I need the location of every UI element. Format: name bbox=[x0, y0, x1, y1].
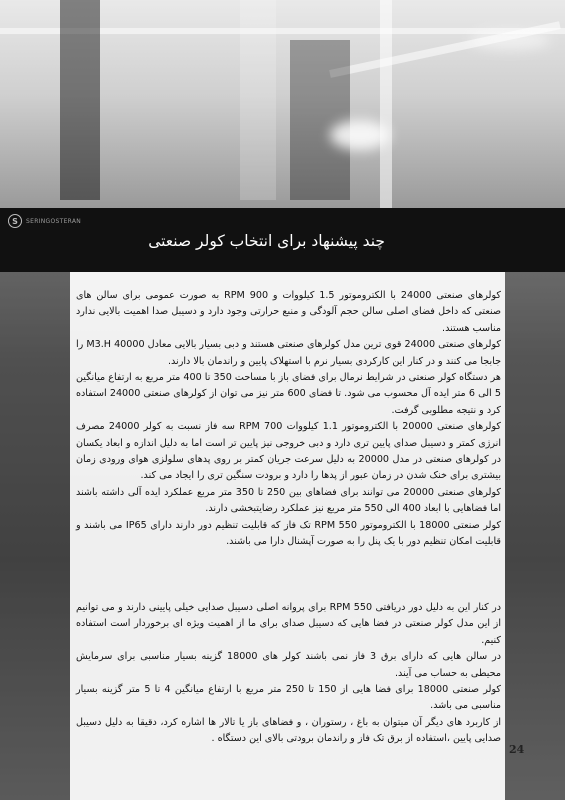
paragraph: در سالن هایی که دارای برق 3 فاز نمی باشند کولر های 18000 گزینه بسیار مناسبی برای سرمایش محیطی به حساب می آیند. bbox=[76, 651, 501, 679]
paragraph: کولرهای صنعتی 20000 می توانند برای فضاهای بین 250 تا 350 متر مربع عملکرد ایده آلی داشته باشند اما فضاهایی با ابعاد 400 الی 550 متر مربع نیز عملکرد رضایتبخشی دارند. bbox=[76, 486, 501, 515]
paragraph: از کاربرد های دیگر آن میتوان به باغ ، رستوران ، و فضاهای باز یا تالار ها اشاره کرد، دقیقا به دلیل دسیبل صدایی پایین ،استفاده از برق تک فاز و راندمان برودتی بالای این دستگاه . bbox=[76, 716, 501, 745]
paragraph: در کنار این به دلیل دور دریافتی 550 RPM برای پروانه اصلی دسیبل صدایی خیلی پایینی دارند و می توانیم از این مدل کولر صنعتی در فضا هایی که دسیبل صدای برای ما از اهمیت ویژه ای برخوردار است استفاده کنیم. bbox=[76, 602, 501, 646]
paragraph: کولرهای صنعتی 24000 با الکتروموتور 1.5 کیلووات و 900 RPM به صورت عمومی برای سالن های صنعتی که داخل فضای اصلی سالن حجم آلودگی و منبع حرارتی وجود دارد و دسیبل صدا اهمیت بالایی ندارد مناسب هستند. bbox=[76, 290, 501, 334]
paragraph: کولر صنعتی 18000 با الکتروموتور 550 RPM تک فاز که قابلیت تنظیم دور دارند دارای IP65 می باشند و قابلیت امکان تنظیم دور با یک پنل را به صورت آپشنال دارا می باشند. bbox=[76, 519, 501, 548]
page-title: چند پیشنهاد برای انتخاب کولر صنعتی bbox=[148, 232, 385, 250]
paragraph: کولرهای صنعتی 20000 با الکتروموتور 1.1 کیلووات 700 RPM سه فاز نسبت به کولر 24000 مصرف انرژی کمتر و دسیبل صدای پایین تری دارد و دبی خروجی نیز پایین تر است اما به دلیل اندازه و ابعاد یکسان در کولرهای صنعتی در مدل 20000 به دلیل سرعت جریان کمتر بر روی پدهای سلولزی هوای ورودی زمان بیشتری برای خنک شدن در زمان عبور از پدها را دارد و برودت سنگین تری را ایجاد می کند. bbox=[76, 421, 501, 482]
brand-mark-icon: S bbox=[8, 214, 22, 228]
brand-logo bbox=[8, 214, 81, 228]
paragraph: هر دستگاه کولر صنعتی در شرایط نرمال برای فضای باز با مساحت 350 تا 400 متر مربع به ارتفاع میانگین 5 الی 6 متر ایده آل محسوب می شود. تا فضای 600 متر نیز می توان از کولرهای صنعتی 24000 استفاده کرد و نتیجه مطلوبی گرفت. bbox=[76, 372, 501, 416]
page-number: 24 bbox=[509, 743, 525, 756]
content-block-1 bbox=[76, 288, 501, 551]
paragraph: کولرهای صنعتی 24000 قوی ترین مدل کولرهای صنعتی هستند و دبی بسیار بالایی معادل 40000 M3.H را جابجا می کنند و در کنار این کارکردی بسیار نرم با استهلاک پایین و راندمان بالا دارند. bbox=[76, 339, 501, 367]
brand-name: SERINGOSTERAN bbox=[26, 217, 82, 225]
paragraph: کولر صنعتی 18000 برای فضا هایی از 150 تا 250 متر مربع با ارتفاع میانگین 4 تا 5 متر گزینه بسیار مناسبی می باشد. bbox=[76, 684, 501, 712]
content-block-2 bbox=[76, 600, 501, 748]
